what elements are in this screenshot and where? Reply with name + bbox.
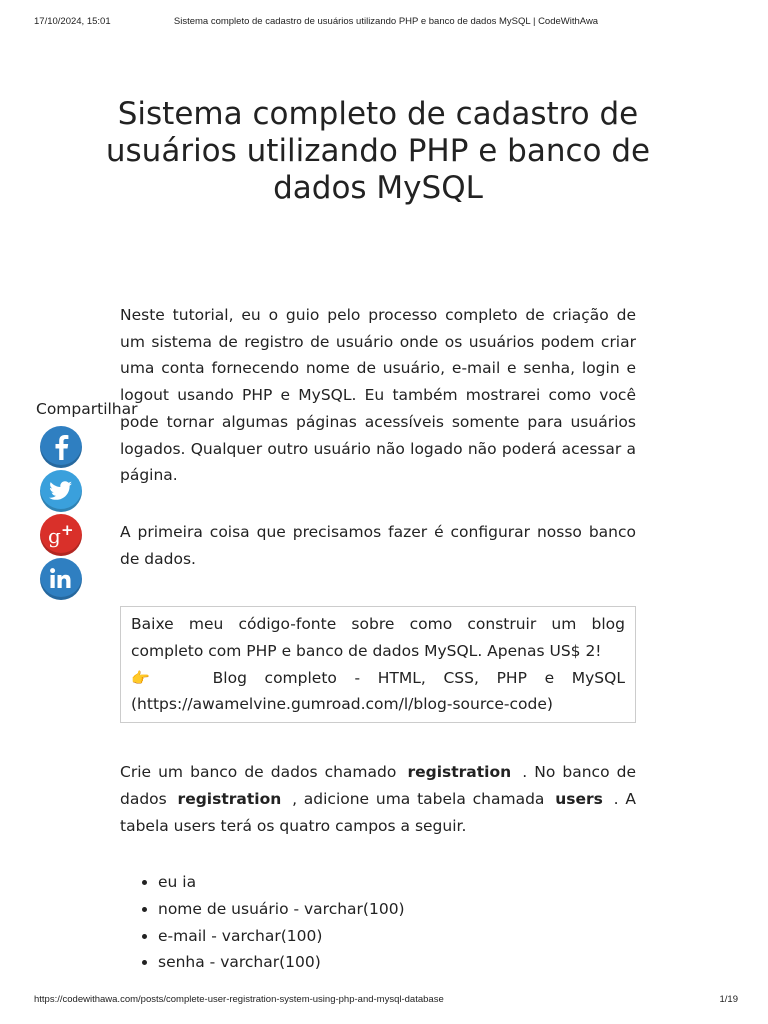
- linkedin-icon: [40, 558, 82, 600]
- print-footer: [34, 994, 738, 1008]
- print-header: [34, 16, 738, 30]
- intro-paragraph: Neste tutorial, eu o guio pelo processo completo de criação de um sistema de registro de usuário onde os usuários podem criar uma conta fornecendo nome de usuário, e-mail e senha, login e logout usando PHP e MySQL. Eu também mostrarei como você pode tornar algumas páginas acessíveis somente para usuários logados. Qualquer outro usuário não logado não poderá acessar a página.: [120, 306, 636, 485]
- list-item: • eu ia: [158, 869, 636, 896]
- text-fragment: . A tabela users terá os quatro campos a seguir.: [120, 789, 636, 835]
- facebook-icon: [40, 426, 82, 468]
- page-number: 1/19: [719, 994, 738, 1005]
- promo-text: Baixe meu código-fonte sobre como construir um blog completo com PHP e banco de dados MySQL. Apenas US$ 2!: [131, 615, 625, 661]
- linkedin-share-button[interactable]: [40, 558, 82, 600]
- code-database-name: registration: [177, 789, 282, 808]
- database-instructions: [120, 759, 636, 839]
- google-plus-icon: [40, 514, 82, 556]
- code-database-name: registration: [407, 763, 512, 782]
- facebook-share-button[interactable]: [40, 426, 82, 468]
- pointing-hand-icon: 👉: [131, 668, 150, 687]
- svg-text:+: +: [61, 521, 74, 539]
- database-intro-paragraph: A primeira coisa que precisamos fazer é configurar nosso banco de dados.: [120, 522, 636, 568]
- list-item: • e-mail - varchar(100): [158, 923, 636, 950]
- promo-link-word[interactable]: completo: [264, 668, 337, 687]
- print-document-title: Sistema completo de cadastro de usuários utilizando PHP e banco de dados MySQL | CodeWithAwa: [173, 16, 599, 27]
- twitter-share-button[interactable]: [40, 470, 82, 512]
- article-title: Sistema completo de cadastro de usuários utilizando PHP e banco de dados MySQL: [105, 96, 651, 206]
- promo-link-word[interactable]: Blog: [212, 668, 247, 687]
- twitter-icon: [40, 470, 82, 512]
- share-label: Compartilhar: [36, 400, 138, 418]
- list-item: • senha - varchar(100): [158, 949, 636, 976]
- code-table-name: users: [555, 789, 603, 808]
- text-fragment: . No banco de dados: [120, 763, 636, 808]
- text-fragment: Crie um banco de dados chamado: [120, 763, 397, 782]
- svg-text:g: g: [48, 524, 61, 548]
- google-plus-share-button[interactable]: [40, 514, 82, 556]
- text-fragment: , adicione uma tabela chamada: [292, 789, 545, 808]
- promo-link[interactable]: [131, 665, 625, 692]
- promo-link-word[interactable]: HTML,: [377, 668, 426, 687]
- promo-link-word[interactable]: e: [544, 668, 555, 687]
- article-body: [120, 302, 636, 976]
- print-datetime: 17/10/2024, 15:01: [34, 16, 111, 27]
- promo-link-word[interactable]: -: [354, 668, 361, 687]
- table-fields-list: [120, 869, 636, 976]
- print-url: https://codewithawa.com/posts/complete-user-registration-system-using-php-and-mysql-database: [34, 994, 444, 1005]
- promo-link-url[interactable]: (https://awamelvine.gumroad.com/l/blog-source-code): [131, 695, 553, 714]
- promo-link-word[interactable]: MySQL: [571, 668, 625, 687]
- promo-link-word[interactable]: CSS,: [443, 668, 479, 687]
- promo-link-word[interactable]: PHP: [496, 668, 527, 687]
- list-item: • nome de usuário - varchar(100): [158, 896, 636, 923]
- promo-box: [120, 606, 636, 723]
